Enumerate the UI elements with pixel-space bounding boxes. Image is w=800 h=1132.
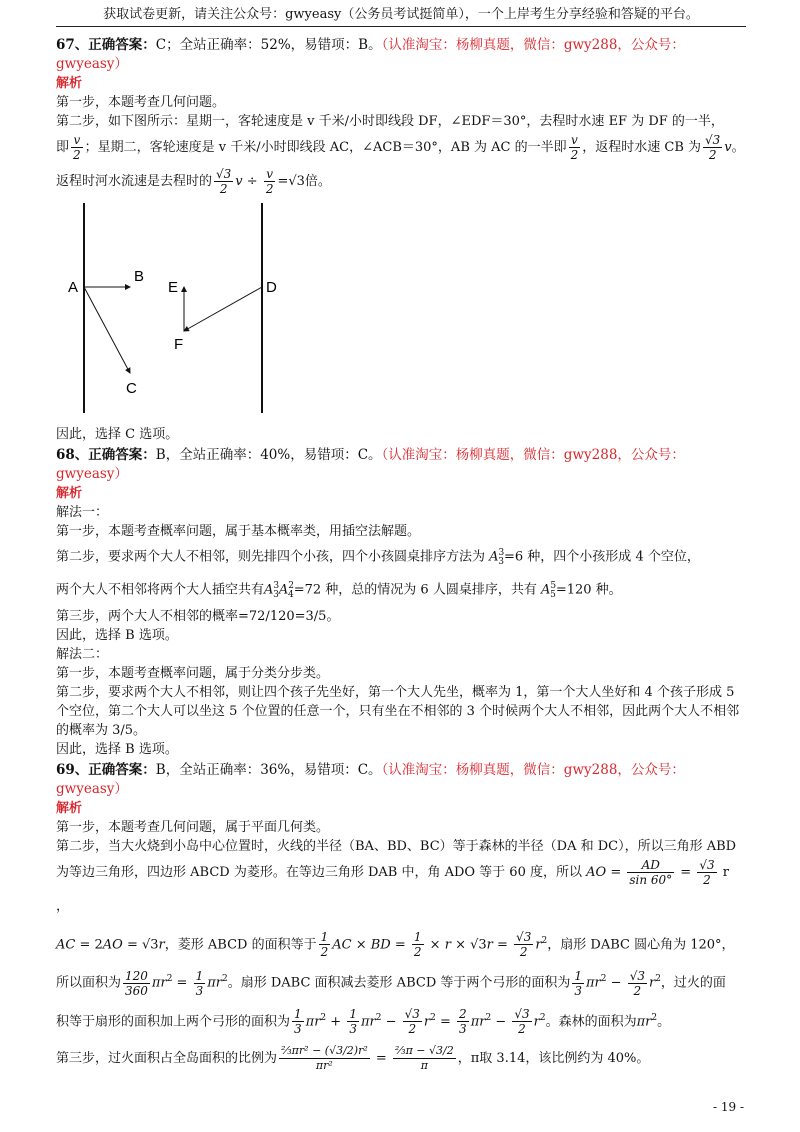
q68-m1-conclusion: 因此，选择 B 选项。: [56, 627, 178, 643]
q69-step2a: 第二步，当大火烧到小岛中心位置时，火线的半径（BA、BD、BC）等于森林的半径（DA 和 DC），所以三角形 ABD: [56, 838, 737, 854]
q68-method2: 解法二：: [56, 646, 109, 662]
q68-m2-conclusion: 因此，选择 B 选项。: [56, 741, 178, 757]
segment-DF: [184, 287, 262, 331]
label-F: F: [174, 336, 184, 353]
q69-step2d: 所以面积为 $\frac{120}{360}$ $\pi r^2$ = $\frac{1}{3}$ $\pi r^2$。扇形 DABC 面积减去菱形 ABCD 等于两个弓形的面积为 $\frac{1}{3}$ $\pi r^2$ − $\frac{√3}{2}$ $r^2$，过火的面: [56, 968, 726, 998]
q68-m2-step2: 第二步，要求两个大人不相邻，则让四个孩子先坐好，第一个大人先坐，概率为 1，第一个大人坐好和 4 个孩子形成 5 个空位，第二个大人可以坐这 5 个位置的任意一个，只有坐在不相邻的 3 个时候两个大人不相邻，因此两个大人不相邻的概率为 3/5。: [56, 684, 740, 738]
q69-step2e: 积等于扇形的面积加上两个弓形的面积为 $\frac{1}{3}$ $\pi r^2$ + $\frac{1}{3}$ $\pi r^2$ − $\frac{√3}{2}$ $r^2$ = $\frac{2}{3}$ $\pi r^2$ − $\frac{√3}{2}$ $r^2$。森林的面积为$\pi r^2$。: [56, 1006, 671, 1036]
label-B: B: [134, 268, 145, 285]
q69-step2c: AC = 2AO = √3r，菱形 ABCD 的面积等于 $\frac{1}{2}$ AC × BD = $\frac{1}{2}$ × r × √3r = $\frac{√3}{2}$ $r^2$，扇形 DABC 圆心角为 120°，: [56, 930, 735, 960]
q68-m2-step1: 第一步，本题考查概率问题，属于分类分步类。: [56, 665, 330, 681]
page-header: [56, 0, 746, 27]
frac-v-over-2: $\frac{v}{2}$: [73, 133, 81, 162]
header-text: 获取试卷更新，请关注公众号：gwyeasy（公务员考试挺简单），一个上岸考生分享经验和答疑的平台。: [103, 7, 699, 22]
q68-title: 68、正确答案：B，全站正确率：40%，易错项：C。（认准淘宝：杨柳真题，微信：gwy288，公众号：gwyeasy）: [56, 447, 685, 482]
q69-jiexi: 解析: [56, 800, 83, 816]
q69-step1: 第一步，本题考查几何问题，属于平面几何类。: [56, 819, 330, 835]
q67-river-diagram: [56, 203, 296, 423]
q68-m1-step2b: 两个大人不相邻将两个大人插空共有$A^3_3A^2_4=72$ 种，总的情况为 6 人圆桌排序，共有 $A^5_5=120$ 种。: [56, 580, 622, 600]
q67-step1: 第一步，本题考查几何问题。: [56, 95, 226, 110]
q67-step2a: 第二步，如下图所示：星期一，客轮速度是 v 千米/小时即线段 DF，∠EDF＝30°，去程时水速 EF 为 DF 的一半，: [56, 114, 724, 129]
page-content: [56, 34, 746, 1079]
q69-title: 69、正确答案：B，全站正确率：36%，易错项：C。（认准淘宝：杨柳真题，微信：gwy288，公众号：gwyeasy）: [56, 761, 685, 797]
label-A: A: [68, 279, 79, 296]
q68-m1-step1: 第一步，本题考查概率问题，属于基本概率类，用插空法解题。: [56, 524, 421, 539]
label-D: D: [266, 279, 277, 296]
q69-step3: 第三步，过火面积占全岛面积的比例为 $\frac{\text{⅔πr² − (√3/2)r²}}{\text{πr²}}$ = $\frac{\text{⅔π − √3/2}}{\pi}$ ，π取 3.14，该比例约为 40%。: [56, 1043, 650, 1072]
segment-AC: [84, 287, 130, 373]
q68-m1-step2a: 第二步，要求两个大人不相邻，则先排四个小孩，四个小孩圆桌排序方法为 $A^3_3=6$ 种，四个小孩形成 4 个空位，: [56, 548, 700, 567]
q67-jiexi: 解析: [56, 76, 83, 91]
q68-method1: 解法一：: [56, 505, 109, 520]
q67-promo: （认准淘宝：杨柳真题，微信：gwy288，公众号：gwyeasy）: [56, 37, 685, 72]
q69-promo: （认准淘宝：杨柳真题，微信：gwy288，公众号：gwyeasy）: [56, 761, 685, 797]
q67-step2c: 返程时河水流速是去程时的 $\frac{√3}{2}$ v ÷ $\frac{v}{2}$ =√3倍。: [56, 167, 331, 196]
q68-jiexi: 解析: [56, 486, 83, 501]
frac-sqrt3-over-2: $\frac{√3}{2}$: [705, 133, 721, 162]
page-number: - 19 -: [712, 1100, 744, 1114]
q67-step2b: 即 $\frac{v}{2}$ ；星期二，客轮速度是 v 千米/小时即线段 AC，∠ACB＝30°，AB 为 AC 的一半即 $\frac{v}{2}$ ，返程时水速 CB 为 $\frac{√3}{2}$ v。: [56, 133, 745, 162]
q67-conclusion: 因此，选择 C 选项。: [56, 427, 179, 442]
label-C: C: [126, 380, 137, 397]
q68-m1-step3: 第三步，两个大人不相邻的概率=72/120=3/5。: [56, 608, 340, 624]
q68-promo: （认准淘宝：杨柳真题，微信：gwy288，公众号：gwyeasy）: [56, 447, 685, 482]
frac-v-over-2: $\frac{v}{2}$: [570, 133, 579, 162]
q67-title: 67、正确答案：C；全站正确率：52%，易错项：B。（认准淘宝：杨柳真题，微信：gwy288，公众号：gwyeasy）: [56, 37, 685, 72]
label-E: E: [168, 279, 179, 296]
q69-step2b: 为等边三角形，四边形 ABCD 为菱形。在等边三角形 DAB 中，角 ADO 等于 60 度，所以 AO = $\frac{AD}{\sin 60^\circ}$ = $\frac{√3}{2}$ r ，: [56, 857, 729, 914]
